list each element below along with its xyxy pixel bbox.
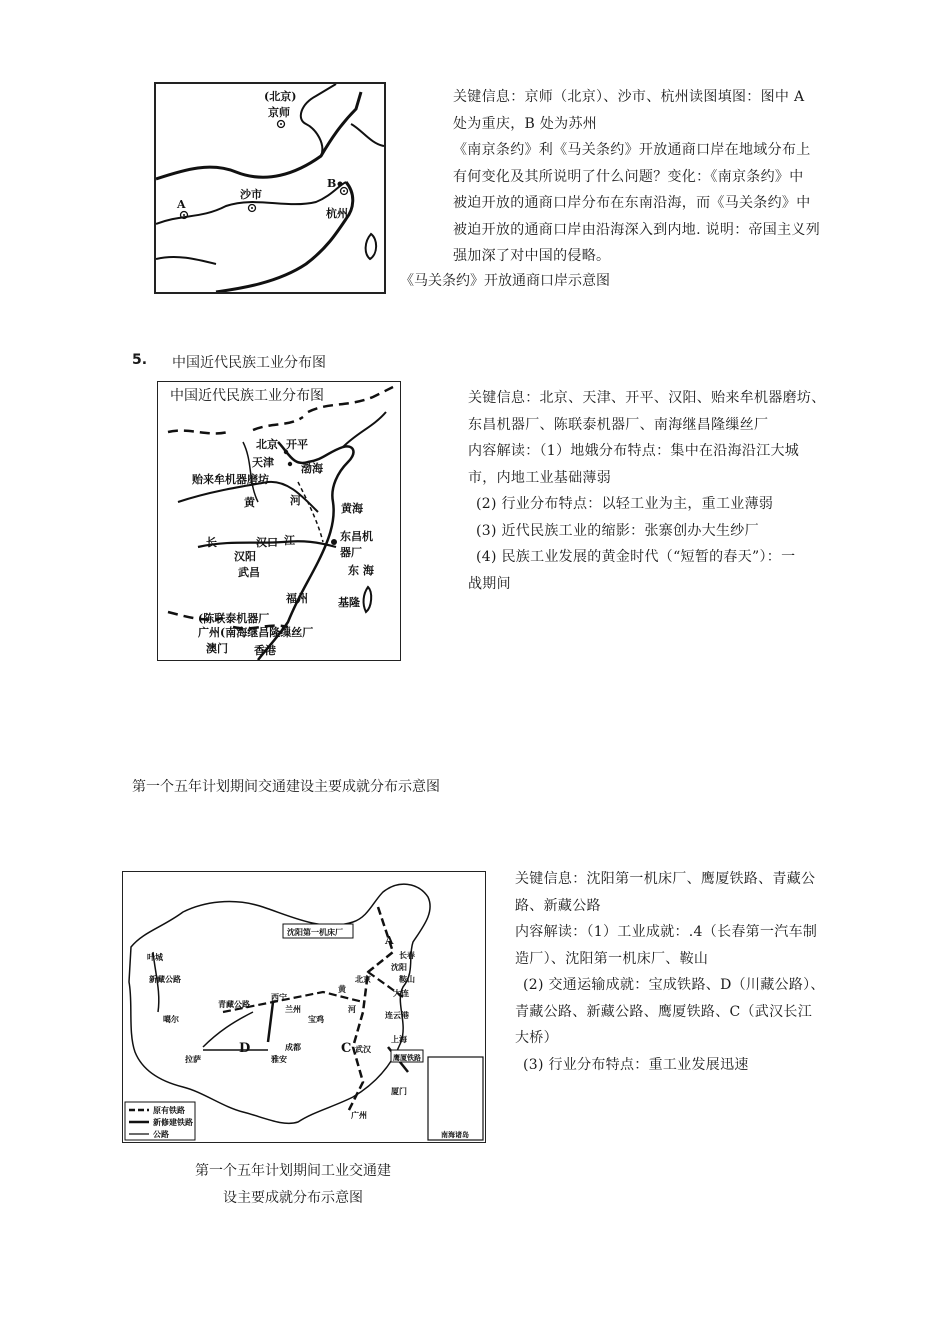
map-label-yaan: 雅安	[271, 1054, 287, 1064]
map-label-donghai: 东 海	[348, 564, 374, 577]
map-label-a: A	[177, 198, 186, 211]
section1-line: 被迫开放的通商口岸由沿海深入到内地. 说明：帝国主义列	[453, 221, 820, 238]
map-label-wuchang: 武昌	[238, 566, 260, 579]
map-label-xiamen: 厦门	[391, 1086, 407, 1096]
section5-line: 市，内地工业基础薄弱	[468, 469, 611, 486]
section5-text	[468, 385, 826, 597]
section6-text	[515, 866, 825, 1078]
map-legend	[125, 1102, 195, 1140]
section6-line: 内容解读：（1）工业成就：.4（长春第一汽车制	[515, 924, 818, 940]
section6-line: 青藏公路、新藏公路、鹰厦铁路、C（武汉长江	[515, 1003, 813, 1020]
map-label-hangzhou: 杭州	[326, 207, 348, 220]
map-label-yilai: 贻来牟机器磨坊	[192, 473, 269, 486]
five-year-plan-map	[122, 871, 486, 1143]
map-label-jilong: 基隆	[338, 596, 360, 609]
map-label-xinzang: 新藏公路	[149, 974, 181, 984]
section6-line: 关键信息：沈阳第一机床厂、鹰厦铁路、青藏公	[515, 871, 816, 887]
section6-line: 造厂）、沈阳第一机床厂、鞍山	[515, 950, 709, 967]
map-label-yingxia-box: 鹰厦铁路	[393, 1053, 421, 1062]
map-label-hanyang: 汉阳	[234, 550, 256, 563]
map-label-jingshi: 京师	[268, 106, 290, 119]
map-label-jiang: 江	[284, 534, 295, 547]
map-label-shenyang-box: 沈阳第一机床厂	[287, 927, 343, 937]
map-label-kaiping: 开平	[286, 438, 308, 451]
map-label-qingzang: 青藏公路	[218, 999, 250, 1009]
map-label-xianggang: 香港	[254, 644, 276, 657]
section5-line: 内容解读：（1）地娥分布特点：集中在沿海沿江大城	[468, 443, 800, 459]
section6-line: (3) 行业分布特点：重工业发展迅速	[523, 1056, 749, 1073]
map-label-aomen: 澳门	[206, 642, 228, 655]
map-label-changchun: 长春	[399, 950, 415, 960]
section1-text	[453, 84, 820, 270]
south-sea-inset	[428, 1057, 483, 1140]
map-label-beijing-paren: (北京)	[264, 90, 297, 103]
section6-heading: 第一个五年计划期间交通建设主要成就分布示意图	[132, 779, 440, 795]
industry-map-title: 中国近代民族工业分布图	[170, 388, 324, 404]
section1-line: 有何变化及其所说明了什么问题？变化：《南京条约》中	[453, 168, 804, 185]
section6-line: 大桥）	[515, 1030, 558, 1046]
map-label-dalian: 大连	[393, 988, 409, 998]
map-label-chenlian: (陈联泰机器厂	[198, 612, 270, 625]
map-label-nanhai: 南海诸岛	[441, 1130, 469, 1139]
five-year-plan-map-drawing	[123, 872, 485, 1142]
map-label-shashi: 沙市	[240, 188, 262, 201]
map-label-hankou: 汉口	[256, 536, 278, 549]
industry-map	[157, 381, 401, 661]
map-label-baoji: 宝鸡	[308, 1014, 324, 1024]
map-label-fuzhou: 福州	[286, 592, 308, 605]
legend-old-railway: 原有铁路	[153, 1105, 185, 1115]
map-label-bohai: 渤海	[301, 462, 323, 475]
map-label-beijing: 北京	[256, 438, 278, 451]
section1-line: 处为重庆，B 处为苏州	[453, 115, 598, 132]
section5-line: 战期间	[468, 575, 511, 592]
treaty-ports-map-drawing	[156, 84, 384, 292]
map-label-d: D	[239, 1041, 251, 1056]
map-label-shenyang: 沈阳	[391, 962, 407, 972]
section1-line: 《南京条约》利《马关条约》开放通商口岸在地域分布上	[453, 142, 811, 158]
map-label-lanzhou: 兰州	[285, 1004, 301, 1014]
section1-caption: 《马关条约》开放通商口岸示意图	[400, 273, 610, 289]
map-label-he: 河	[348, 1004, 356, 1014]
map-label-he: 河	[290, 494, 301, 507]
map-label-a: A	[385, 934, 394, 947]
legend-new-railway: 新修建铁路	[153, 1117, 193, 1127]
section5-line: (4) 民族工业发展的黄金时代（“短暂的春天”）：一	[476, 549, 796, 565]
map-label-anshan: 鞍山	[399, 974, 415, 984]
treaty-ports-map	[154, 82, 386, 294]
map-label-qichang: 器厂	[340, 546, 362, 559]
section1-line: 被迫开放的通商口岸分布在东南沿海，而《马关条约》中	[453, 195, 811, 211]
map-label-tianjin: 天津	[252, 456, 274, 469]
map-label-huanghai: 黄海	[341, 502, 363, 515]
map-label-guangzhou: 广州(南海继昌隆缫丝厂	[198, 626, 314, 639]
section6-line: 路、新藏公路	[515, 897, 601, 914]
section5-line: (3) 近代民族工业的缩影：张寨创办大生纱厂	[476, 522, 759, 539]
map-label-zhang: 长	[206, 536, 217, 549]
map-label-beijing: 北京	[355, 974, 371, 984]
section5-line: 关键信息：北京、天津、开平、汉阳、贻来牟机器磨坊、	[468, 390, 826, 406]
map-label-guangzhou: 广州	[351, 1110, 367, 1120]
section6-line: (2) 交通运输成就：宝成铁路、D（川藏公路）、	[523, 977, 825, 993]
map-label-gaer: 噶尔	[163, 1014, 179, 1024]
map-label-wuhan: 武汉	[355, 1044, 371, 1054]
map-label-yecheng: 叶城	[147, 952, 163, 962]
section6-caption-line: 设主要成就分布示意图	[223, 1190, 363, 1206]
map-label-chengdu: 成都	[285, 1042, 301, 1052]
map-label-dongchang: 东昌机	[340, 530, 373, 543]
section5-heading: 中国近代民族工业分布图	[172, 355, 326, 371]
map-label-c: C	[341, 1041, 352, 1056]
section5-number: 5.	[132, 352, 148, 368]
section1-line: 强加深了对中国的侵略。	[453, 248, 611, 264]
map-label-huang: 黄	[338, 984, 346, 994]
map-label-shanghai: 上海	[391, 1034, 407, 1044]
section1-line: 关键信息：京师（北京）、沙市、杭州读图填图：图中 A	[453, 89, 805, 105]
map-label-b: B	[327, 177, 337, 190]
map-label-lianyungang: 连云港	[385, 1010, 409, 1020]
section5-line: (2) 行业分布特点：以轻工业为主，重工业薄弱	[476, 496, 774, 512]
section5-line: 东昌机器厂、陈联泰机器厂、南海继昌隆缫丝厂	[468, 416, 769, 433]
map-label-xining: 西宁	[271, 992, 287, 1002]
map-label-huang: 黄	[244, 496, 255, 509]
section6-caption	[195, 1158, 391, 1212]
section6-caption-line: 第一个五年计划期间工业交通建	[195, 1163, 391, 1179]
map-label-lasa: 拉萨	[185, 1054, 201, 1064]
industry-map-drawing	[158, 382, 400, 660]
legend-road: 公路	[153, 1129, 169, 1139]
